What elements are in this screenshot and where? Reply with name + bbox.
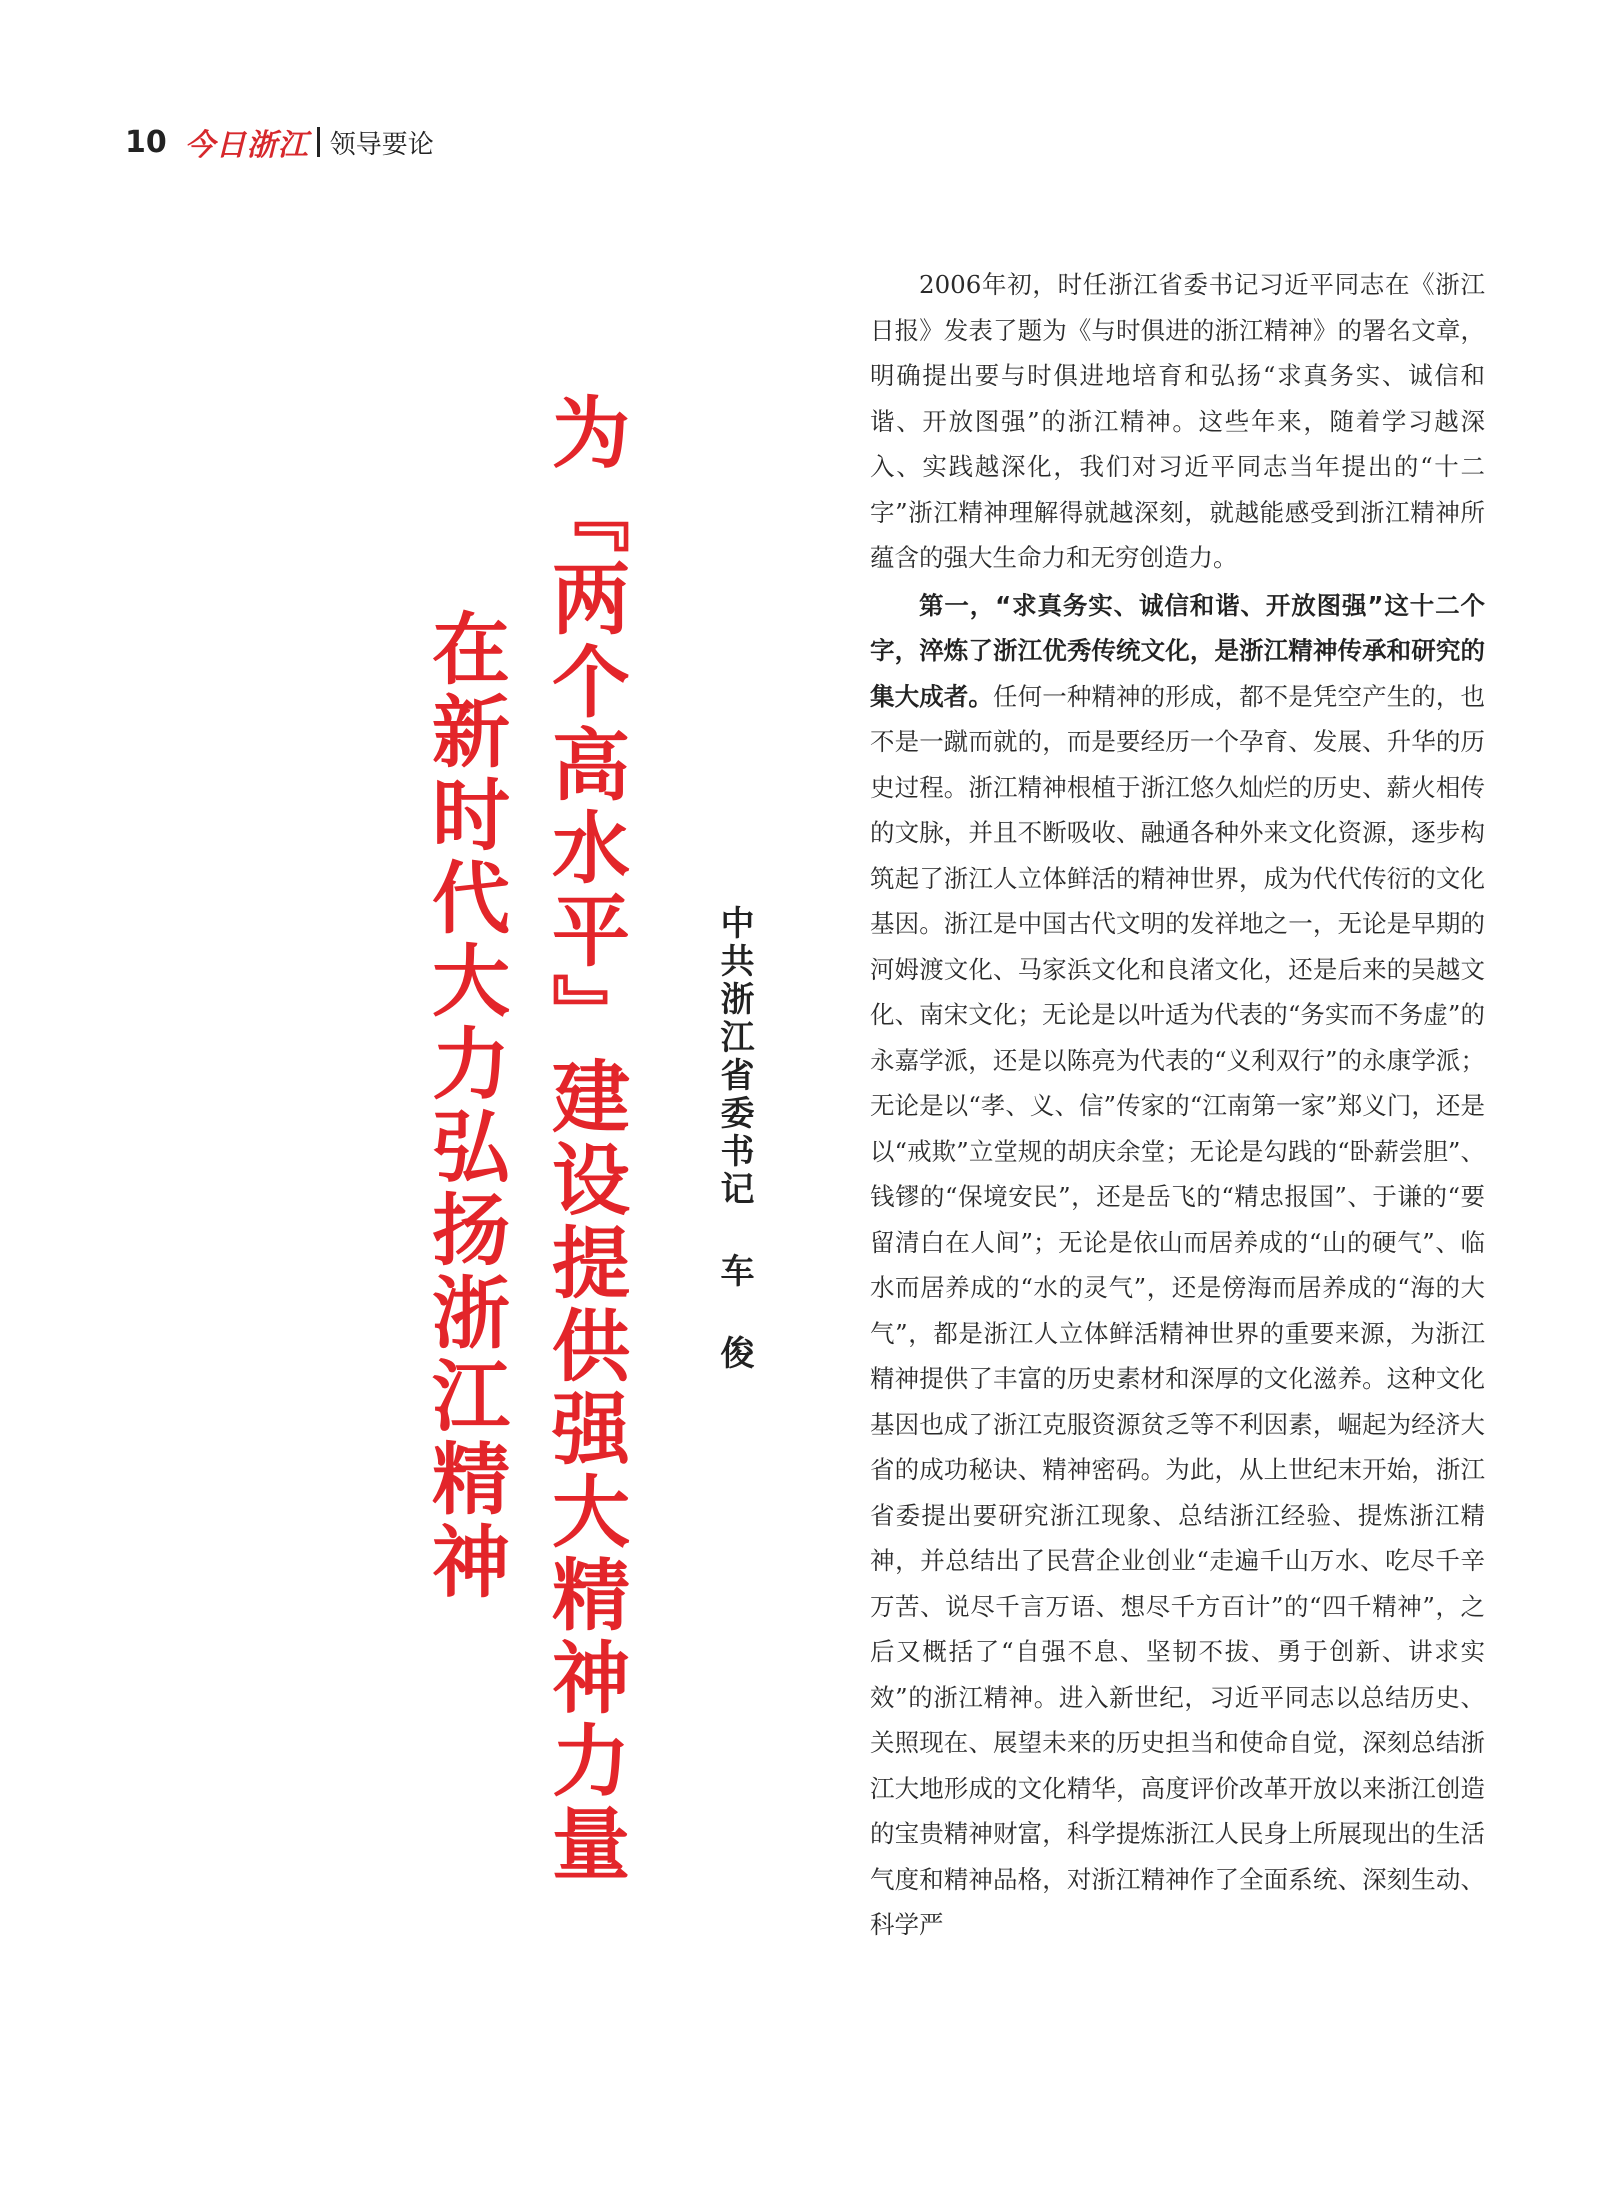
article-subtitle: 在新时代大力弘扬浙江精神 — [419, 608, 509, 1604]
paragraph-2 — [870, 583, 1485, 1948]
section-name: 领导要论 — [329, 129, 434, 160]
article-body — [870, 262, 1485, 1950]
page-number: 10 — [125, 124, 167, 160]
article-title: 为『两个高水平』建设提供强大精神力量 — [539, 392, 629, 1886]
header-divider — [317, 127, 320, 157]
page-header — [125, 122, 434, 162]
paragraph-2-text: 任何一种精神的形成，都不是凭空产生的，也不是一蹴而就的，而是要经历一个孕育、发展、升华的历史过程。浙江精神根植于浙江悠久灿烂的历史、薪火相传的文脉，并且不断吸收、融通各种外来文化资源，逐步构筑起了浙江人立体鲜活的精神世界，成为代代传衍的文化基因。浙江是中国古代文明的发祥地之一，无论是早期的河姆渡文化、马家浜文化和良渚文化，还是后来的吴越文化、南宋文化；无论是以叶适为代表的“务实而不务虚”的永嘉学派，还是以陈亮为代表的“义利双行”的永康学派；无论是以“孝、义、信”传家的“江南第一家”郑义门，还是以“戒欺”立堂规的胡庆余堂；无论是勾践的“卧薪尝胆”、钱镠的“保境安民”，还是岳飞的“精忠报国”、于谦的“要留清白在人间”；无论是依山而居养成的“山的硬气”、临水而居养成的“水的灵气”，还是傍海而居养成的“海的大气”，都是浙江人立体鲜活精神世界的重要来源，为浙江精神提供了丰富的历史素材和深厚的文化滋养。这种文化基因也成了浙江克服资源贫乏等不利因素，崛起为经济大省的成功秘诀、精神密码。为此，从上世纪末开始，浙江省委提出要研究浙江现象、总结浙江经验、提炼浙江精神，并总结出了民营企业创业“走遍千山万水、吃尽千辛万苦、说尽千言万语、想尽千方百计”的“四千精神”，之后又概括了“自强不息、坚韧不拔、勇于创新、讲求实效”的浙江精神。进入新世纪，习近平同志以总结历史、关照现在、展望未来的历史担当和使命自觉，深刻总结浙江大地形成的文化精华，高度评价改革开放以来浙江创造的宝贵精神财富，科学提炼浙江人民身上所展现出的生活气度和精神品格，对浙江精神作了全面系统、深刻生动、科学严 — [870, 681, 1486, 1939]
author-byline: 中共浙江省委书记 车 俊 — [714, 905, 754, 1373]
masthead-logo: 今日浙江 — [184, 128, 309, 163]
paragraph-2-lead: 第一，“求真务实、诚信和谐、开放图强”这十二个字，淬炼了浙江优秀传统文化，是浙江精神传承和研究的集大成者。 — [870, 590, 1485, 711]
paragraph-1: 2006年初，时任浙江省委书记习近平同志在《浙江日报》发表了题为《与时俱进的浙江精神》的署名文章，明确提出要与时俱进地培育和弘扬“求真务实、诚信和谐、开放图强”的浙江精神。这些年来，随着学习越深入、实践越深化，我们对习近平同志当年提出的“十二字”浙江精神理解得就越深刻，就越能感受到浙江精神所蕴含的强大生命力和无穷创造力。 — [870, 270, 1485, 572]
